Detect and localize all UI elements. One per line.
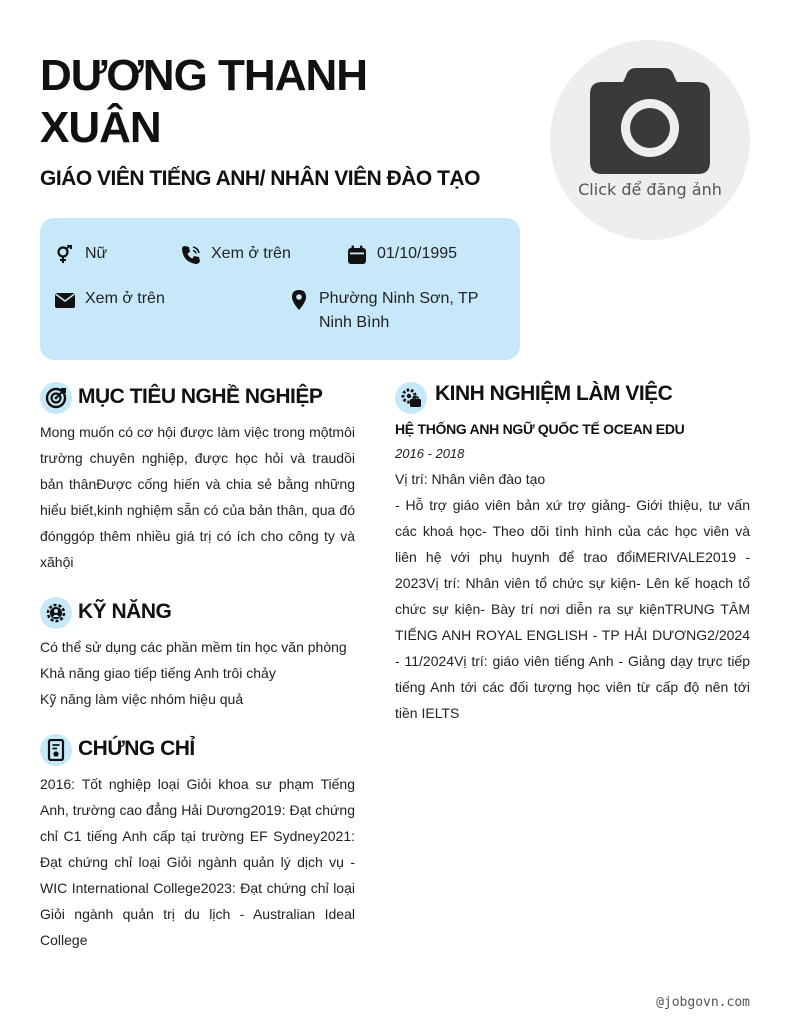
- experience-title: KINH NGHIỆM LÀM VIỆC: [435, 382, 673, 405]
- candidate-name: DƯƠNG THANH XUÂN: [40, 51, 368, 152]
- experience-position: Vị trí: Nhân viên đào tạo: [395, 471, 546, 487]
- contact-info-panel: [40, 218, 520, 360]
- photo-upload[interactable]: [550, 40, 750, 240]
- calendar-icon: [347, 245, 367, 265]
- phone-icon: [181, 245, 201, 265]
- address-value: Phường Ninh Sơn, TP Ninh Bình: [319, 290, 479, 331]
- watermark: @jobgovn.com: [656, 995, 750, 1010]
- certificates-text: 2016: Tốt nghiệp loại Giỏi khoa sư phạm Tiếng Anh, trường cao đẳng Hải Dương2019: Đạt chứng chỉ C1 tiếng Anh cấp tại trường EF Sydney2021: Đạt chứng chỉ loại Giỏi ngành quản lý dịch vụ - WIC International College2023: Đạt chứng chỉ loại Giỏi ngành quản trị du lịch - Australian Ideal College: [40, 776, 355, 948]
- envelope-icon: [55, 290, 75, 310]
- info-address: [289, 287, 499, 335]
- experience-details: - Hỗ trợ giáo viên bản xứ trợ giảng- Giới thiệu, tư vấn các khoá học- Theo dõi tình hình của các học viên và liên hệ với phụ huynh để trao đổiMERIVALE2019 - 2023Vị trí: Nhân viên tổ chức sự kiện- Lên kế hoạch tổ chức sự kiện- Bày trí nơi diễn ra sự kiệnTRUNG TÂM TIẾNG ANH ROYAL ENGLISH - TP HẢI DƯƠNG2/2024 - 11/2024Vị trí: giáo viên tiếng Anh - Giảng dạy trực tiếp tiếng Anh tới các đối tượng học viên từ cấp độ nên tới tiền IELTS: [395, 497, 750, 721]
- info-gender: [55, 242, 107, 266]
- job-title: GIÁO VIÊN TIẾNG ANH/ NHÂN VIÊN ĐÀO TẠO: [40, 167, 480, 190]
- skill-item: Khả năng giao tiếp tiếng Anh trôi chảy: [40, 665, 276, 681]
- experience-section-icon: [395, 382, 427, 414]
- email-value: Xem ở trên: [85, 290, 165, 307]
- skills-section-icon: [40, 597, 72, 629]
- skill-item: Có thể sử dụng các phần mềm tin học văn phòng: [40, 639, 347, 655]
- birthday-value: 01/10/1995: [377, 245, 458, 262]
- certificates-title: CHỨNG CHỈ: [78, 737, 195, 760]
- target-icon: [45, 387, 67, 409]
- info-email: [55, 287, 165, 311]
- camera-icon: [590, 68, 710, 174]
- gender-icon: [55, 245, 75, 265]
- briefcase-gear-icon: [400, 387, 422, 409]
- certificate-icon: [45, 739, 67, 761]
- objective-text: Mong muốn có cơ hội được làm việc trong mộtmôi trường chuyên nghiệp, được học hỏi và traudồi bản thânĐược cống hiến và chia sẻ bằng những hiểu biết,kinh nghiệm sẵn có của bản thân, qua đó đónggóp thêm nhiều giá trị có ích cho công ty và xãhội: [40, 424, 355, 570]
- certificates-section-icon: [40, 734, 72, 766]
- skills-list: [40, 634, 360, 712]
- objective-section-icon: [40, 382, 72, 414]
- objective-title: MỤC TIÊU NGHỀ NGHIỆP: [78, 385, 323, 408]
- experience-company: HỆ THỐNG ANH NGỮ QUỐC TẾ OCEAN EDU: [395, 421, 685, 437]
- skill-item: Kỹ năng làm việc nhóm hiệu quả: [40, 691, 244, 707]
- info-phone: [181, 242, 291, 266]
- skills-title: KỸ NĂNG: [78, 600, 172, 623]
- photo-upload-label: Click để đăng ảnh: [578, 180, 722, 199]
- skills-gear-icon: [45, 602, 67, 624]
- phone-value: Xem ở trên: [211, 245, 291, 262]
- experience-period: 2016 - 2018: [395, 446, 465, 461]
- gender-value: Nữ: [85, 245, 108, 262]
- info-birthday: [347, 242, 457, 266]
- location-pin-icon: [289, 290, 309, 310]
